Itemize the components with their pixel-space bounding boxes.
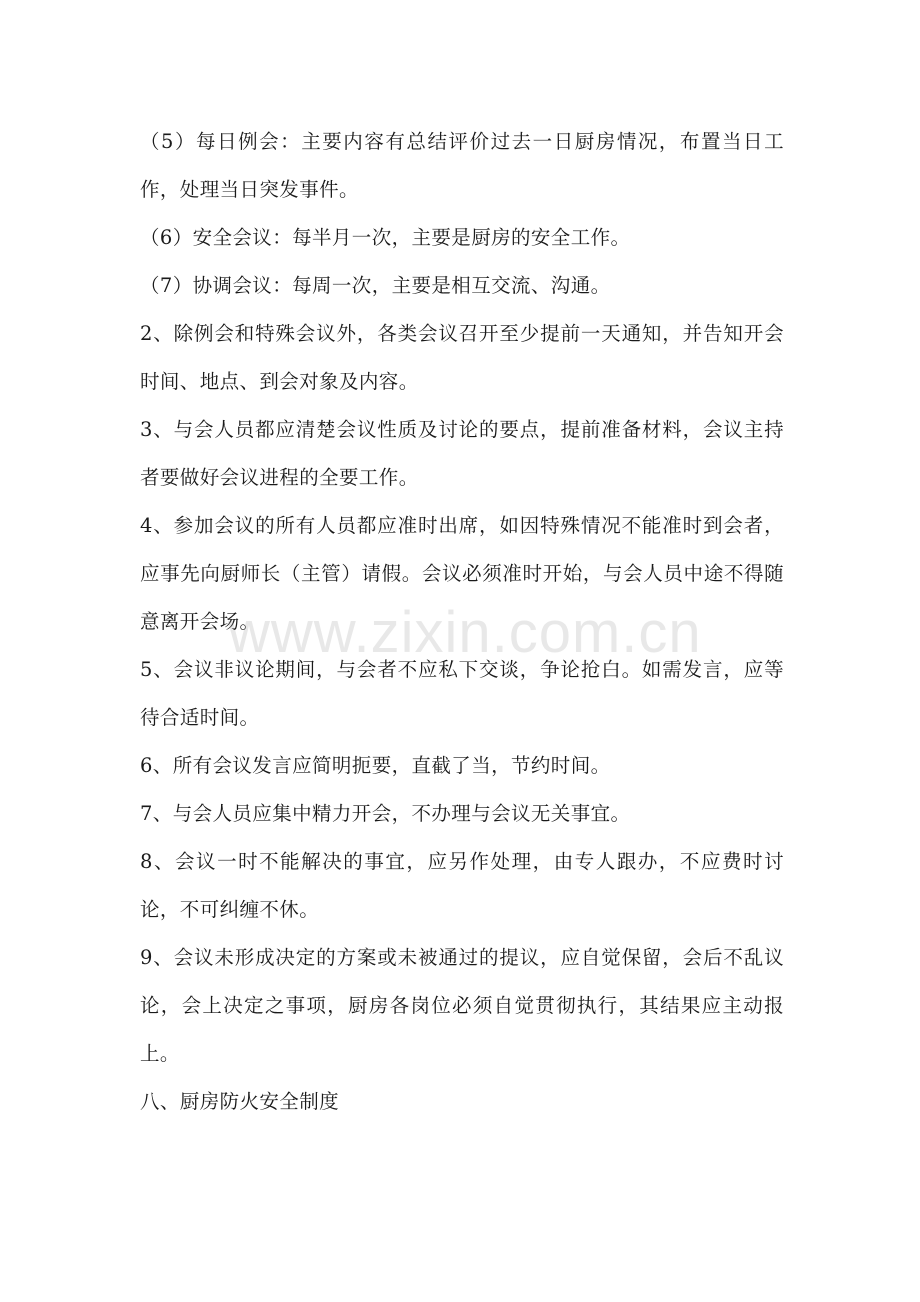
paragraph-daily-meeting: （5）每日例会：主要内容有总结评价过去一日厨房情况，布置当日工作，处理当日突发事件。 [140,130,784,201]
watermark: www.zixin.com.cn [228,600,702,665]
paragraph-coordination-meeting: （7）协调会议：每周一次，主要是相互交流、沟通。 [140,274,611,297]
paragraph-safety-meeting: （6）安全会议：每半月一次，主要是厨房的安全工作。 [140,226,631,249]
paragraph-rule-4: 4、参加会议的所有人员都应准时出席，如因特殊情况不能准时到会者，应事先向厨师长（主管）请假。会议必须准时开始，与会人员中途不得随意离开会场。 [140,514,784,633]
paragraph-rule-8: 8、会议一时不能解决的事宜，应另作处理，由专人跟办，不应费时讨论，不可纠缠不休。 [140,850,784,921]
paragraph-rule-3: 3、与会人员都应清楚会议性质及讨论的要点，提前准备材料，会议主持者要做好会议进程的全要工作。 [140,418,784,489]
paragraph-rule-9: 9、会议未形成决定的方案或未被通过的提议，应自觉保留，会后不乱议论，会上决定之事项，厨房各岗位必须自觉贯彻执行，其结果应主动报上。 [140,946,784,1065]
document-body [140,118,784,1126]
paragraph-rule-6: 6、所有会议发言应简明扼要，直截了当，节约时间。 [140,754,611,777]
paragraph-rule-7: 7、与会人员应集中精力开会，不办理与会议无关事宜。 [140,802,631,825]
section-heading-kitchen-fire-safety: 八、厨房防火安全制度 [140,1090,340,1113]
paragraph-rule-2: 2、除例会和特殊会议外，各类会议召开至少提前一天通知，并告知开会时间、地点、到会对象及内容。 [140,322,784,393]
paragraph-rule-5: 5、会议非议论期间，与会者不应私下交谈，争论抢白。如需发言，应等待合适时间。 [140,658,784,729]
